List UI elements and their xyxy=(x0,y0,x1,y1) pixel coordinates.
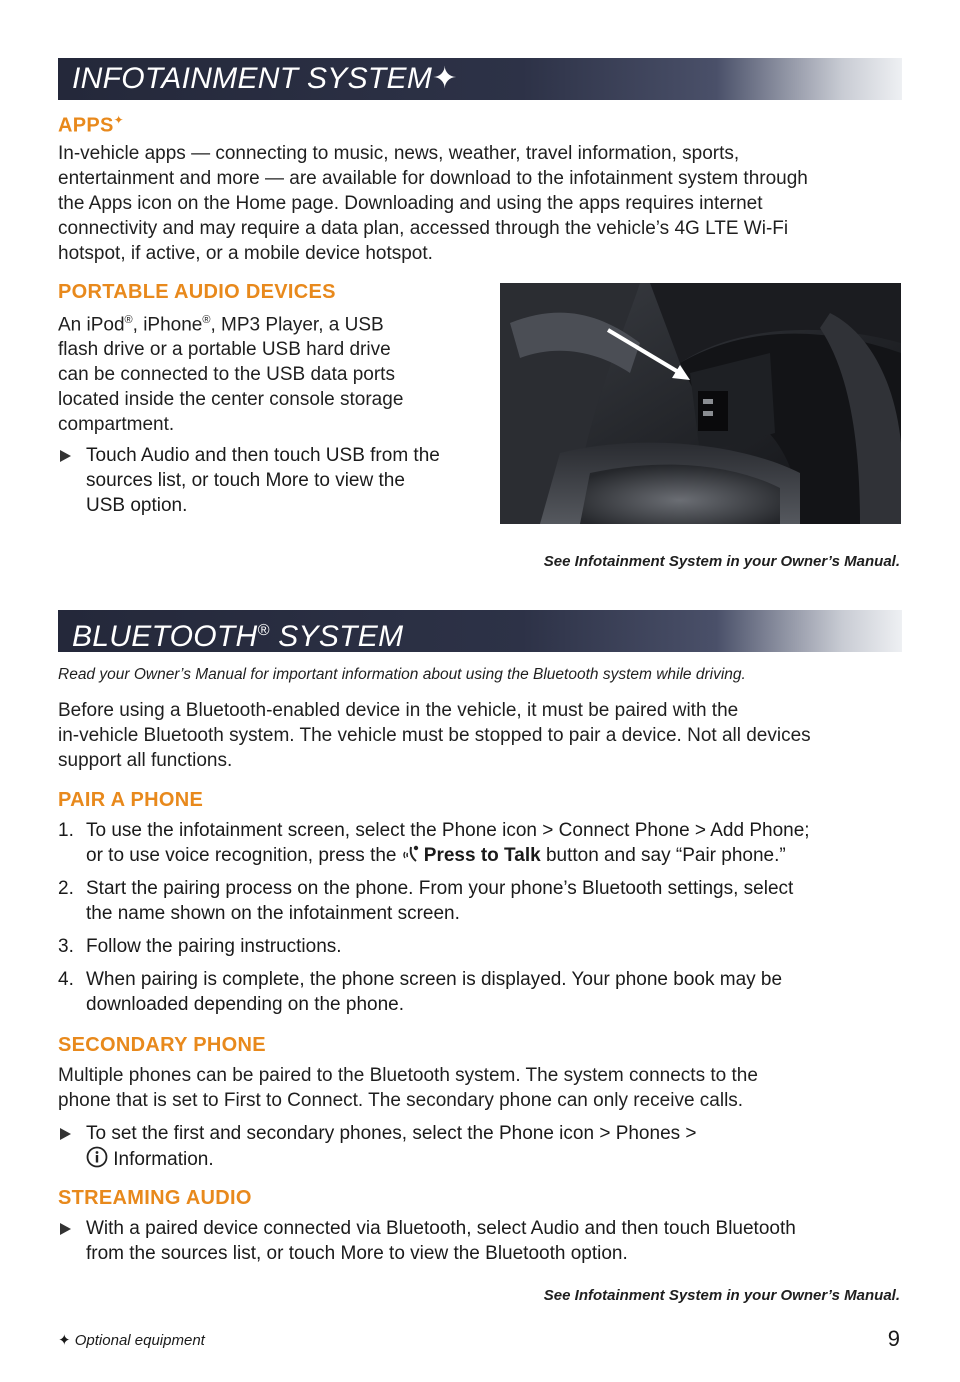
see-manual-bluetooth: See Infotainment System in your Owner’s Manual. xyxy=(543,1287,900,1304)
portable-text-b: , iPhone xyxy=(132,314,203,336)
portable-heading: PORTABLE AUDIO DEVICES xyxy=(58,281,336,303)
apps-line: entertainment and more — are available for download to the infotainment system through xyxy=(58,168,808,189)
step-line xyxy=(86,843,900,871)
bullet-arrow-icon xyxy=(60,1223,71,1235)
info-icon xyxy=(86,1146,108,1175)
bluetooth-banner xyxy=(58,610,902,652)
registered-mark: ® xyxy=(202,314,211,326)
bullet-line: USB option. xyxy=(86,495,188,516)
bluetooth-title-suffix: SYSTEM xyxy=(269,620,404,653)
step-line: To use the infotainment screen, select the Phone icon > Connect Phone > Add Phone; xyxy=(86,820,810,841)
portable-line: compartment. xyxy=(58,414,175,436)
portable-line: located inside the center console storage xyxy=(58,389,404,411)
secondary-paragraph xyxy=(58,1063,758,1113)
secondary-heading: SECONDARY PHONE xyxy=(58,1034,266,1056)
step-text: or to use voice recognition, press the xyxy=(86,845,402,866)
bullet-line: To set the first and secondary phones, select the Phone icon > Phones > xyxy=(86,1123,697,1144)
apps-line: hotspot, if active, or a mobile device hotspot. xyxy=(58,243,433,264)
streaming-bullet xyxy=(58,1216,900,1266)
info-label: Information. xyxy=(108,1149,214,1170)
apps-heading-text: APPS xyxy=(58,114,114,137)
portable-line: can be connected to the USB data ports xyxy=(58,364,395,386)
portable-text-a: An iPod xyxy=(58,314,125,336)
bluetooth-title: BLUETOOTH xyxy=(72,620,258,653)
bluetooth-registered-mark: ® xyxy=(257,622,270,639)
portable-line: flash drive or a portable USB hard drive xyxy=(58,339,391,361)
step-number: 3. xyxy=(58,936,74,957)
bullet-line xyxy=(86,1146,900,1175)
secondary-bullet xyxy=(58,1121,900,1175)
streaming-heading: STREAMING AUDIO xyxy=(58,1187,252,1209)
apps-line: In-vehicle apps — connecting to music, news, weather, travel information, sports, xyxy=(58,143,740,164)
apps-heading xyxy=(58,113,124,138)
press-to-talk-icon xyxy=(402,844,424,871)
optional-mark: ✦ xyxy=(432,62,458,95)
pair-step-4 xyxy=(58,967,900,1017)
step-line: Start the pairing process on the phone. From your phone’s Bluetooth settings, select xyxy=(86,878,794,899)
intro-line: support all functions. xyxy=(58,750,233,771)
step-line: the name shown on the infotainment screen. xyxy=(86,903,460,924)
apps-optional-mark: ✦ xyxy=(113,113,125,127)
press-to-talk-label: Press to Talk xyxy=(423,845,541,866)
optional-mark: ✦ xyxy=(58,1332,71,1349)
intro-line: Before using a Bluetooth-enabled device in the vehicle, it must be paired with the xyxy=(58,700,739,721)
portable-paragraph xyxy=(58,308,403,437)
bullet-line: Touch Audio and then touch USB from the xyxy=(86,445,440,466)
bluetooth-intro xyxy=(58,698,811,773)
pair-heading: PAIR A PHONE xyxy=(58,789,204,811)
portable-line xyxy=(58,308,403,337)
usb-photo-illustration xyxy=(500,283,901,524)
infotainment-banner xyxy=(58,58,902,100)
apps-paragraph xyxy=(58,141,808,266)
bluetooth-note: Read your Owner’s Manual for important information about using the Bluetooth system while driving. xyxy=(58,666,746,683)
step-number: 4. xyxy=(58,969,74,990)
portable-bullet xyxy=(58,443,488,518)
infotainment-title: INFOTAINMENT SYSTEM xyxy=(72,62,433,95)
optional-text: Optional equipment xyxy=(70,1332,205,1349)
step-number: 2. xyxy=(58,878,74,899)
usb-console-photo xyxy=(500,283,901,524)
secondary-line: Multiple phones can be paired to the Bluetooth system. The system connects to the xyxy=(58,1065,758,1086)
pair-step-2 xyxy=(58,876,900,926)
bullet-arrow-icon xyxy=(60,450,71,462)
intro-line: in-vehicle Bluetooth system. The vehicle must be stopped to pair a device. Not all devices xyxy=(58,725,811,746)
pair-step-3 xyxy=(58,934,900,959)
secondary-line: phone that is set to First to Connect. The secondary phone can only receive calls. xyxy=(58,1090,744,1111)
bullet-line: from the sources list, or touch More to view the Bluetooth option. xyxy=(86,1243,628,1264)
apps-line: connectivity and may require a data plan, accessed through the vehicle’s 4G LTE Wi-Fi xyxy=(58,218,789,239)
pair-step-1 xyxy=(58,818,900,871)
registered-mark: ® xyxy=(124,314,133,326)
step-line: Follow the pairing instructions. xyxy=(86,936,342,957)
step-line: When pairing is complete, the phone screen is displayed. Your phone book may be xyxy=(86,969,783,990)
page-number: 9 xyxy=(887,1326,900,1351)
bullet-line: sources list, or touch More to view the xyxy=(86,470,405,491)
apps-line: the Apps icon on the Home page. Downloading and using the apps requires internet xyxy=(58,193,763,214)
step-text: button and say “Pair phone.” xyxy=(540,845,786,866)
bullet-line: With a paired device connected via Bluetooth, select Audio and then touch Bluetooth xyxy=(86,1218,796,1239)
bullet-arrow-icon xyxy=(60,1128,71,1140)
portable-text-c: , MP3 Player, a USB xyxy=(210,314,384,336)
optional-equipment-note xyxy=(58,1331,205,1349)
step-number: 1. xyxy=(58,820,74,841)
step-line: downloaded depending on the phone. xyxy=(86,994,405,1015)
see-manual-infotainment: See Infotainment System in your Owner’s Manual. xyxy=(543,553,900,570)
